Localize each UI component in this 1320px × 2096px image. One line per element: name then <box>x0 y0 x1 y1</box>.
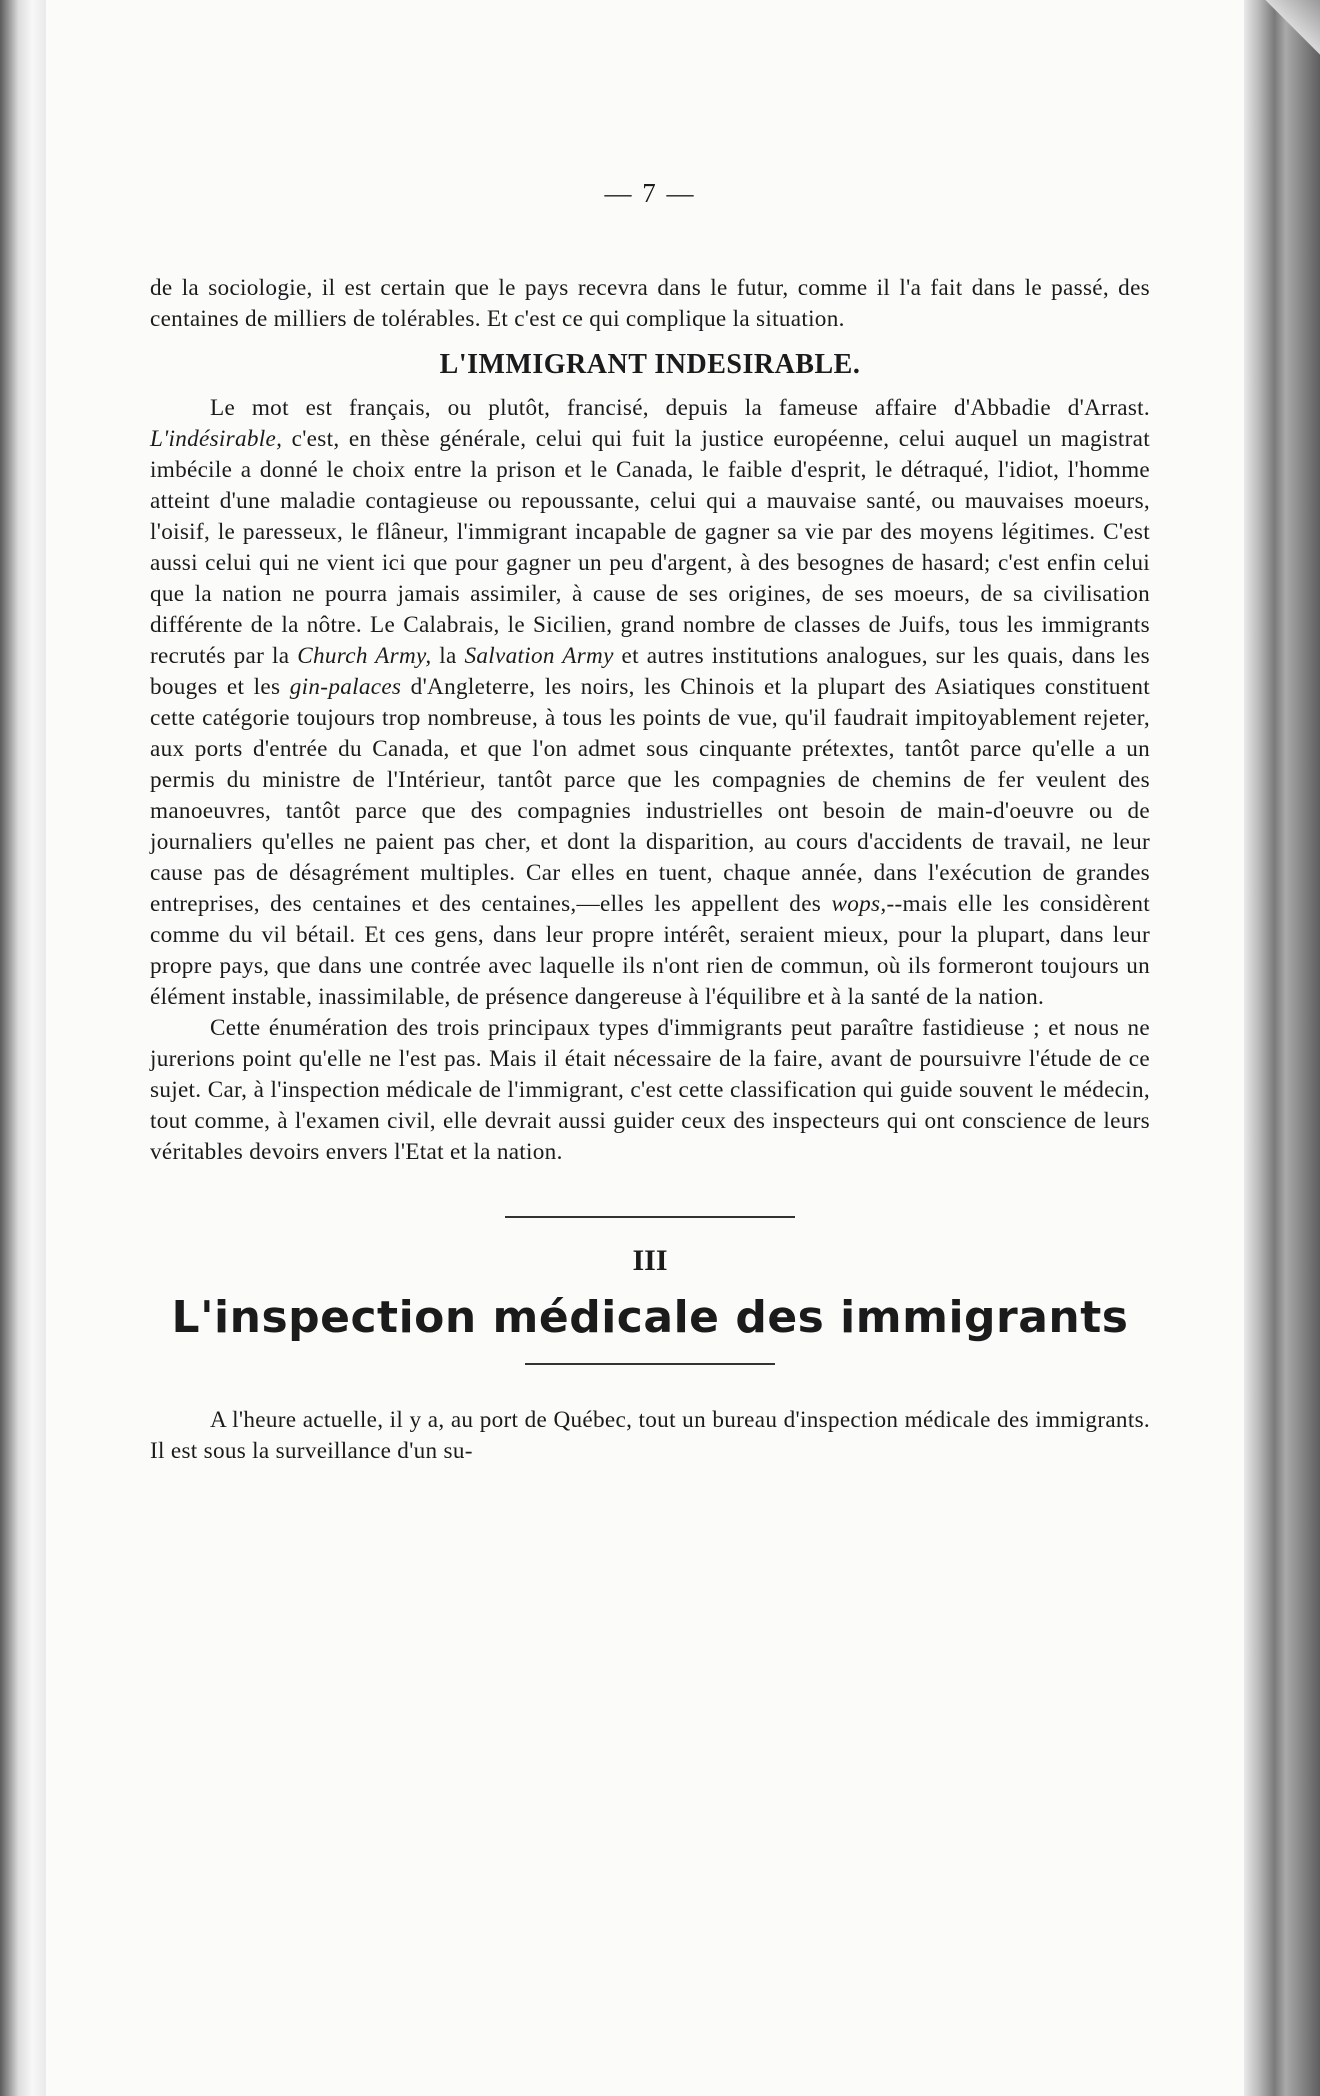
paragraph-indesirable <box>150 393 1150 1013</box>
paragraph-continuation: de la sociologie, il est certain que le pays recevra dans le futur, comme il l'a fait dans le passé, des centaines de milliers de tolérables. Et c'est ce qui complique la situation. <box>150 275 1150 332</box>
book-spine <box>0 0 46 2096</box>
section-heading: L'IMMIGRANT INDESIRABLE. <box>439 349 861 380</box>
paragraph-enumeration: Cette énumération des trois principaux types d'immigrants peut paraître fastidieuse ; et nous ne jurerions point qu'elle ne l'est pas. Mais il était nécessaire de la faire, avant de poursuivre l'étude de ce sujet. Car, à l'inspection médicale de l'immigrant, c'est cette classification qui guide souvent le médecin, tout comme, à l'examen civil, elle devrait aussi guider ceux des inspecteurs qui ont conscience de leurs véritables devoirs envers l'Etat et la nation. <box>150 1015 1150 1165</box>
italic-term: wops, <box>831 891 887 917</box>
page-edge <box>1244 0 1320 2096</box>
text-run: --mais elle les considèrent comme du vil bétail. Et ces gens, dans leur propre intérêt, seraient mieux, pour la plupart, dans leur propre pays, que dans une contrée avec laquelle ils n'ont rien de commun, où ils formeront toujours un élément instable, inassimilable, de présence dangereuse à l'équilibre et à la santé de la nation. <box>150 891 1150 1010</box>
chapter-title: L'inspection médicale des immigrants <box>171 1292 1129 1343</box>
paragraph-quebec: A l'heure actuelle, il y a, au port de Québec, tout un bureau d'inspection médicale des immigrants. Il est sous la surveillance d'un su- <box>150 1407 1150 1464</box>
italic-term: L'indésirable, <box>150 426 283 452</box>
divider-rule <box>525 1363 775 1365</box>
chapter-number: III <box>632 1244 668 1277</box>
text-run: d'Angleterre, les noirs, les Chinois et la plupart des Asiatiques constituent cette catégorie toujours trop nombreuse, à tous les points de vue, qu'il faudrait impitoyablement rejeter, aux ports d'entrée du Canada, et que l'on admet sous cinquante prétextes, tantôt parce qu'elle a un permis du ministre de l'Intérieur, tantôt parce que les compagnies de chemins de fer veulent des manoeuvres, tantôt parce que des compagnies industrielles ont besoin de main-d'oeuvre ou de journaliers qu'elles ne paient pas cher, et dont la disparition, au cours d'accidents de travail, ne leur cause pas de désagrément multiples. Car elles en tuent, chaque année, dans l'exécution de grandes entreprises, des centaines et des centaines,—elles les appellent des <box>150 674 1150 917</box>
italic-term: Church Army, <box>297 643 432 669</box>
italic-term: gin-palaces <box>289 674 402 700</box>
italic-term: Salvation Army <box>464 643 614 669</box>
text-run: la <box>431 643 465 669</box>
text-run: c'est, en thèse générale, celui qui fuit la justice européenne, celui auquel un magistrat imbécile a donné le choix entre la prison et le Canada, le faible d'esprit, le détraqué, l'idiot, l'homme atteint d'une maladie contagieuse ou repoussante, celui qui a mauvaise santé, ou mauvaises moeurs, l'oisif, le paresseux, le flâneur, l'immigrant incapable de gagner sa vie par des moyens légitimes. C'est aussi celui qui ne vient ici que pour gagner un peu d'argent, à des besognes de hasard; c'est enfin celui que la nation ne pourra jamais assimiler, à cause de ses origines, de ses moeurs, de sa civilisation différente de la nôtre. Le Calabrais, le Sicilien, grand nombre de classes de Juifs, tous les immigrants recrutés par la <box>150 426 1150 669</box>
page-number: — 7 — <box>604 178 696 208</box>
text-run: Le mot est français, ou plutôt, francisé, depuis la fameuse affaire d'Abbadie d'Arrast. <box>210 395 1150 421</box>
text-run: et autres institutions analogues, sur les quais, dans les bouges et les <box>150 643 1151 700</box>
divider-rule <box>505 1216 795 1218</box>
page-content <box>150 178 1150 1467</box>
corner-fold <box>1260 0 1320 60</box>
